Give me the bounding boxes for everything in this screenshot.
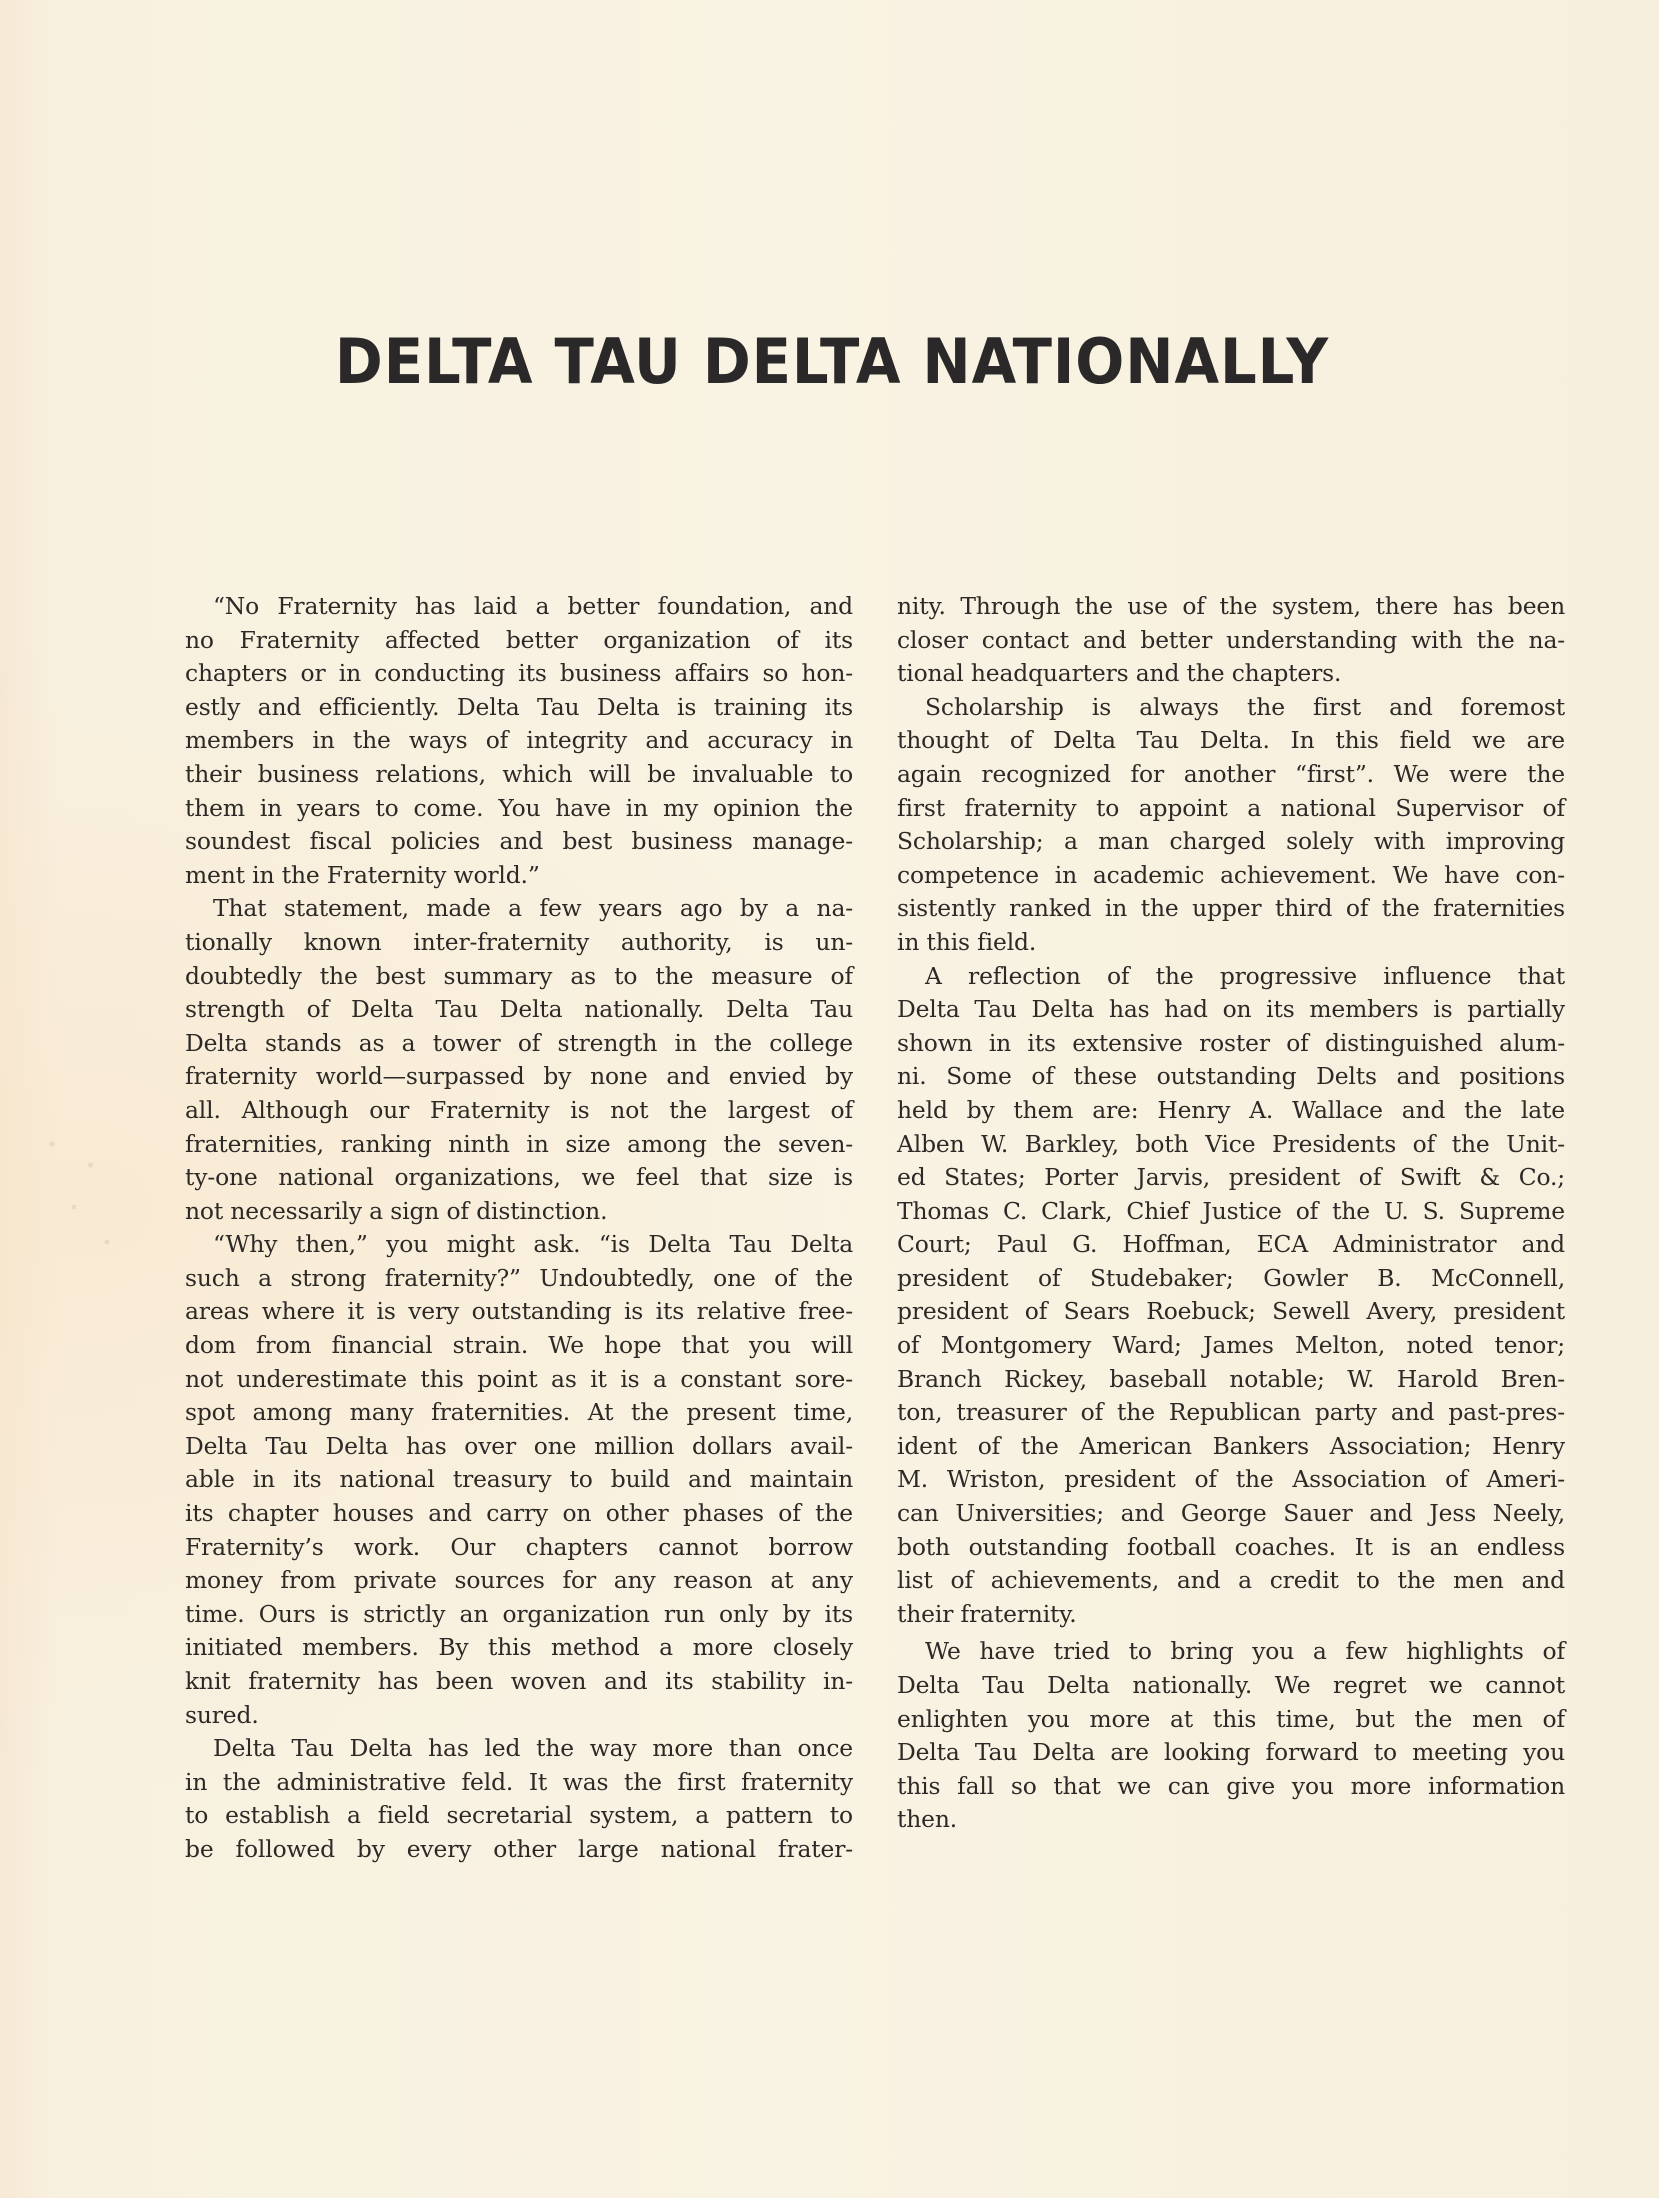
paragraph-first-line: Delta Tau Delta has led the way more than once (213, 1734, 853, 1763)
text-line: not underestimate this point as it is a constant sore- (185, 1364, 853, 1393)
text-line: president of Studebaker; Gowler B. McConnell, (897, 1263, 1565, 1292)
text-line: fraternity world—surpassed by none and envied by (185, 1062, 853, 1091)
text-line: sistently ranked in the upper third of the fraternities (897, 894, 1565, 923)
text-line: strength of Delta Tau Delta nationally. Delta Tau (185, 995, 853, 1024)
text-line: Delta Tau Delta are looking forward to meeting you (897, 1738, 1565, 1767)
text-line: their fraternity. (897, 1599, 1077, 1628)
paragraph-first-line: “Why then,” you might ask. “is Delta Tau Delta (213, 1230, 853, 1259)
text-line: Delta Tau Delta has had on its members is partially (897, 995, 1565, 1024)
text-line: held by them are: Henry A. Wallace and the late (897, 1095, 1565, 1124)
text-line: Fraternity’s work. Our chapters cannot borrow (185, 1532, 853, 1561)
text-line: spot among many fraternities. At the present time, (185, 1398, 853, 1427)
text-line: no Fraternity affected better organization of its (185, 625, 853, 654)
text-line: thought of Delta Tau Delta. In this field we are (897, 726, 1565, 755)
text-line: its chapter houses and carry on other phases of the (185, 1499, 853, 1528)
text-line: closer contact and better understanding with the na- (897, 625, 1565, 654)
text-line: in this field. (897, 927, 1037, 956)
text-line: sured. (185, 1700, 259, 1729)
text-line: Delta Tau Delta nationally. We regret we cannot (897, 1671, 1565, 1699)
text-line: doubtedly the best summary as to the measure of (185, 961, 853, 990)
text-line: Thomas C. Clark, Chief Justice of the U. S. Supreme (897, 1196, 1565, 1225)
text-line: nity. Through the use of the system, there has been (897, 592, 1565, 620)
text-line: their business relations, which will be invaluable to (185, 759, 853, 788)
text-line: both outstanding football coaches. It is an endless (897, 1532, 1565, 1561)
text-line: Branch Rickey, baseball notable; W. Harold Bren- (897, 1364, 1565, 1393)
text-line: then. (897, 1805, 958, 1834)
text-line: of Montgomery Ward; James Melton, noted tenor; (897, 1331, 1565, 1360)
page-title: DELTA TAU DELTA NATIONALLY (334, 325, 1330, 398)
text-line: time. Ours is strictly an organization run only by its (185, 1599, 853, 1628)
paragraph-first-line: We have tried to bring you a few highlights of (925, 1637, 1565, 1666)
text-line: Delta stands as a tower of strength in the college (185, 1028, 853, 1057)
text-line: Scholarship; a man charged solely with improving (897, 827, 1565, 856)
text-line: shown in its extensive roster of distinguished alum- (897, 1028, 1565, 1057)
left-column (185, 590, 853, 1867)
text-line: dom from financial strain. We hope that you will (185, 1331, 853, 1360)
text-line: Court; Paul G. Hoffman, ECA Administrator and (897, 1230, 1565, 1259)
text-line: ment in the Fraternity world.” (185, 860, 540, 889)
text-line: ident of the American Bankers Association; Henry (897, 1431, 1565, 1460)
paragraph-first-line: That statement, made a few years ago by a na- (213, 894, 853, 923)
text-line: in the administrative feld. It was the first fraternity (185, 1767, 853, 1796)
text-line: ni. Some of these outstanding Delts and positions (897, 1062, 1565, 1091)
text-line: areas where it is very outstanding is its relative free- (185, 1297, 853, 1326)
bleed-through-marks (30, 1130, 140, 1270)
text-line: estly and efficiently. Delta Tau Delta is training its (185, 692, 853, 721)
text-line: members in the ways of integrity and accuracy in (185, 726, 853, 755)
right-column (897, 590, 1565, 1837)
text-line: can Universities; and George Sauer and Jess Neely, (897, 1499, 1565, 1528)
text-line: again recognized for another “first”. We were the (897, 759, 1565, 788)
text-line: enlighten you more at this time, but the men of (897, 1704, 1565, 1733)
text-line: list of achievements, and a credit to the men and (897, 1566, 1565, 1595)
text-line: ed States; Porter Jarvis, president of Swift & Co.; (897, 1163, 1565, 1192)
text-line: able in its national treasury to build and maintain (185, 1465, 853, 1494)
text-line: money from private sources for any reason at any (185, 1566, 853, 1595)
text-line: president of Sears Roebuck; Sewell Avery, president (897, 1297, 1565, 1326)
text-line: ton, treasurer of the Republican party and past-pres- (897, 1398, 1565, 1427)
text-line: M. Wriston, president of the Association of Ameri- (897, 1465, 1565, 1494)
text-line: soundest fiscal policies and best business manage- (185, 827, 853, 856)
text-line: initiated members. By this method a more closely (185, 1633, 853, 1662)
text-line: tional headquarters and the chapters. (897, 659, 1342, 688)
text-line: Delta Tau Delta has over one million dollars avail- (185, 1431, 853, 1460)
text-line: not necessarily a sign of distinction. (185, 1196, 608, 1225)
text-line: to establish a field secretarial system, a pattern to (185, 1801, 853, 1830)
text-line: this fall so that we can give you more information (897, 1771, 1565, 1800)
text-line: them in years to come. You have in my opinion the (185, 793, 853, 822)
text-line: competence in academic achievement. We have con- (897, 860, 1565, 889)
paragraph-first-line: Scholarship is always the first and foremost (925, 692, 1565, 721)
text-line: Alben W. Barkley, both Vice Presidents of the Unit- (897, 1129, 1565, 1158)
text-line: such a strong fraternity?” Undoubtedly, one of the (185, 1263, 853, 1292)
paragraph-first-line: A reflection of the progressive influence that (925, 961, 1565, 990)
text-line: chapters or in conducting its business affairs so hon- (185, 659, 853, 688)
text-line: knit fraternity has been woven and its stability in- (185, 1667, 853, 1695)
text-line: all. Although our Fraternity is not the largest of (185, 1095, 853, 1124)
text-line: ty-one national organizations, we feel that size is (185, 1163, 853, 1192)
text-line: fraternities, ranking ninth in size among the seven- (185, 1129, 853, 1158)
text-line: first fraternity to appoint a national Supervisor of (897, 793, 1565, 822)
text-line: tionally known inter-fraternity authority, is un- (185, 927, 853, 956)
paragraph-first-line: “No Fraternity has laid a better foundation, and (213, 592, 853, 620)
text-line: be followed by every other large national frater- (185, 1834, 853, 1863)
